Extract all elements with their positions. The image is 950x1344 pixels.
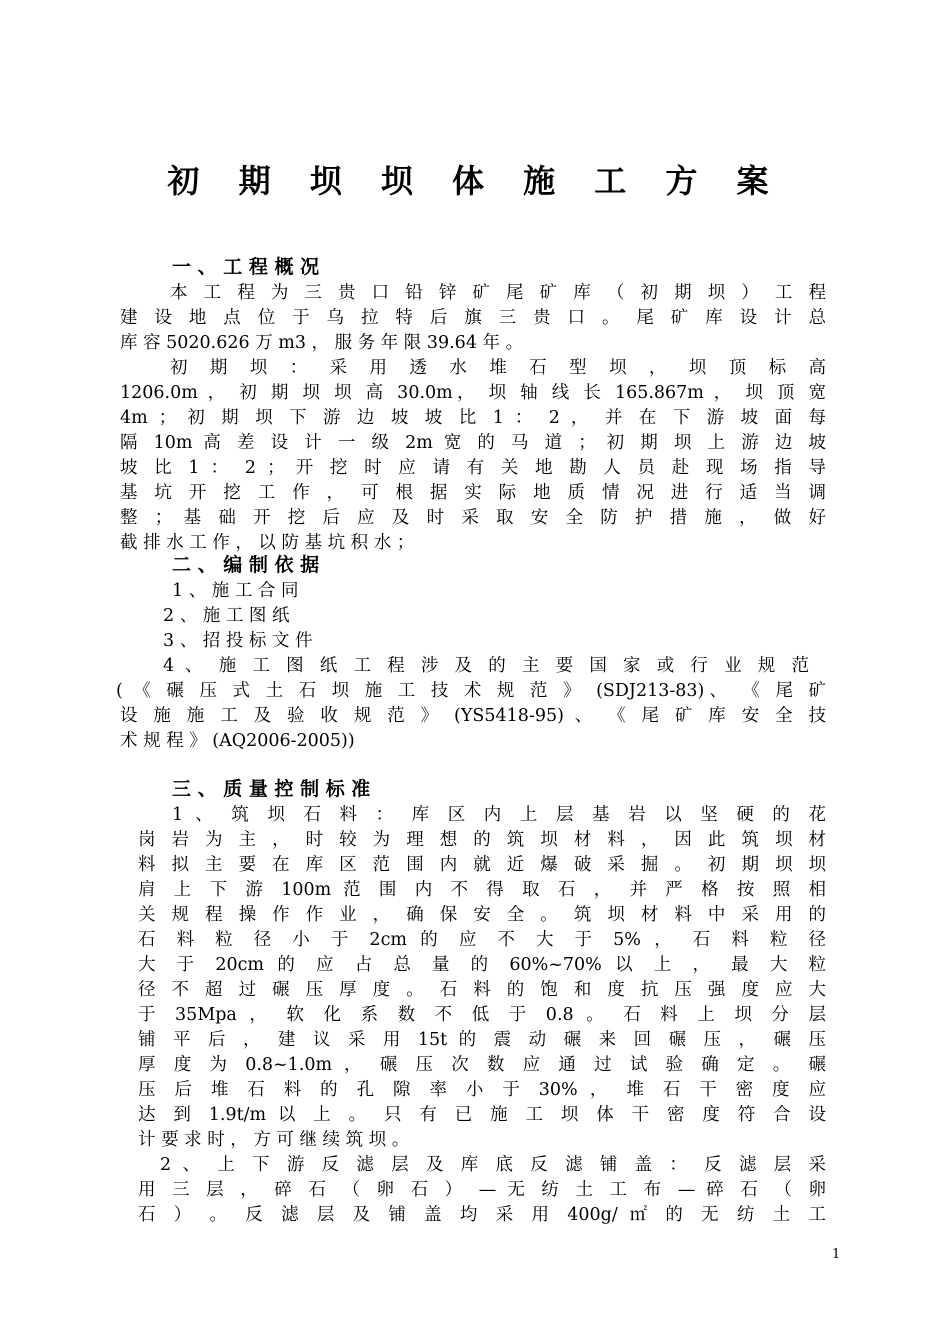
text-line: 整 ； 基 础 开 挖 后 应 及 时 采 取 安 全 防 护 措 施 ， 做 好 bbox=[120, 508, 826, 528]
text-line: 厚 度 为 0.8~1.0m ， 碾 压 次 数 应 通 过 试 验 确 定 。 碾 bbox=[138, 1055, 826, 1075]
text-line: 建 设 地 点 位 于 乌 拉 特 后 旗 三 贵 口 。 尾 矿 库 设 计 总 bbox=[120, 308, 826, 328]
text-line: 2 、 上 下 游 反 滤 层 及 库 底 反 滤 铺 盖 ： 反 滤 层 采 bbox=[160, 1155, 826, 1175]
text-line: 本 工 程 为 三 贵 口 铅 锌 矿 尾 矿 库 （ 初 期 坝 ） 工 程 bbox=[170, 283, 826, 303]
text-line: 计 要 求 时 ， 方 可 继 续 筑 坝 。 bbox=[138, 1130, 410, 1150]
text-line: 石 ） 。 反 滤 层 及 铺 盖 均 采 用 400g/ ㎡ 的 无 纺 土 工 bbox=[138, 1205, 826, 1225]
text-line: 1 、 施 工 合 同 bbox=[172, 581, 299, 601]
text-line: 2 、 施 工 图 纸 bbox=[163, 606, 290, 626]
text-line: 设 施 施 工 及 验 收 规 范 》 (YS5418-95) 、 《 尾 矿 库 安 全 技 bbox=[120, 706, 826, 726]
text-line: 达 到 1.9t/m 以 上 。 只 有 已 施 工 坝 体 干 密 度 符 合 设 bbox=[138, 1105, 826, 1125]
text-line: 库 容 5020.626 万 m3 ， 服 务 年 限 39.64 年 。 bbox=[120, 333, 524, 353]
document-title: 初 期 坝 坝 体 施 工 方 案 bbox=[167, 162, 783, 200]
text-line: 初 期 坝 ： 采 用 透 水 堆 石 型 坝 ， 坝 顶 标 高 bbox=[170, 358, 826, 378]
text-line: 肩 上 下 游 100m 范 围 内 不 得 取 石 ， 并 严 格 按 照 相 bbox=[138, 880, 826, 900]
text-line: 术 规 程 》 (AQ2006-2005)) bbox=[120, 731, 355, 751]
section-heading: 一 、 工 程 概 况 bbox=[172, 256, 320, 278]
text-line: 关 规 程 操 作 作 业 ， 确 保 安 全 。 筑 坝 材 料 中 采 用 的 bbox=[138, 905, 826, 925]
text-line: 3 、 招 投 标 文 件 bbox=[163, 631, 313, 651]
text-line: 岗 岩 为 主 ， 时 较 为 理 想 的 筑 坝 材 料 ， 因 此 筑 坝 材 bbox=[138, 830, 826, 850]
text-line: 隔 10m 高 差 设 计 一 级 2m 宽 的 马 道 ； 初 期 坝 上 游 边 坡 bbox=[120, 433, 826, 453]
page-number: 1 bbox=[832, 1247, 841, 1262]
text-line: 1206.0m ， 初 期 坝 坝 高 30.0m， 坝 轴 线 长 165.867m ， 坝 顶 宽 bbox=[120, 383, 826, 403]
text-line: 截 排 水 工 作 ， 以 防 基 坑 积 水 ； bbox=[120, 533, 415, 553]
section-heading: 二 、 编 制 依 据 bbox=[172, 554, 320, 576]
text-line: 压 后 堆 石 料 的 孔 隙 率 小 于 30% ， 堆 石 干 密 度 应 bbox=[138, 1080, 826, 1100]
text-line: 1 、 筑 坝 石 料 ： 库 区 内 上 层 基 岩 以 坚 硬 的 花 bbox=[172, 805, 826, 825]
text-line: 大 于 20cm 的 应 占 总 量 的 60%~70% 以 上 ， 最 大 粒 bbox=[138, 955, 826, 975]
text-line: 4m ； 初 期 坝 下 游 边 坡 坡 比 1 ： 2 ， 并 在 下 游 坡 面 每 bbox=[120, 408, 826, 428]
text-line: 用 三 层 ， 碎 石 （ 卵 石 ） — 无 纺 土 工 布 — 碎 石 （ 卵 bbox=[138, 1180, 826, 1200]
text-line: 坡 比 1 ： 2 ； 开 挖 时 应 请 有 关 地 勘 人 员 赴 现 场 指 导 bbox=[120, 458, 826, 478]
text-line: 于 35Mpa ， 软 化 系 数 不 低 于 0.8 。 石 料 上 坝 分 层 bbox=[138, 1005, 826, 1025]
text-line: 基 坑 开 挖 工 作 ， 可 根 据 实 际 地 质 情 况 进 行 适 当 调 bbox=[120, 483, 826, 503]
text-line: 4 、 施 工 图 纸 工 程 涉 及 的 主 要 国 家 或 行 业 规 范 bbox=[163, 656, 809, 676]
text-line: ( 《 碾 压 式 土 石 坝 施 工 技 术 规 范 》 (SDJ213-83)、 《 尾 矿 bbox=[116, 681, 826, 701]
text-line: 径 不 超 过 碾 压 厚 度 。 石 料 的 饱 和 度 抗 压 强 度 应 大 bbox=[138, 980, 826, 1000]
text-line: 料 拟 主 要 在 库 区 范 围 内 就 近 爆 破 采 掘 。 初 期 坝 坝 bbox=[138, 855, 826, 875]
text-line: 铺 平 后 ， 建 议 采 用 15t 的 震 动 碾 来 回 碾 压 ， 碾 压 bbox=[138, 1030, 826, 1050]
section-heading: 三 、 质 量 控 制 标 准 bbox=[172, 778, 371, 800]
text-line: 石 料 粒 径 小 于 2cm 的 应 不 大 于 5% ， 石 料 粒 径 bbox=[138, 930, 826, 950]
